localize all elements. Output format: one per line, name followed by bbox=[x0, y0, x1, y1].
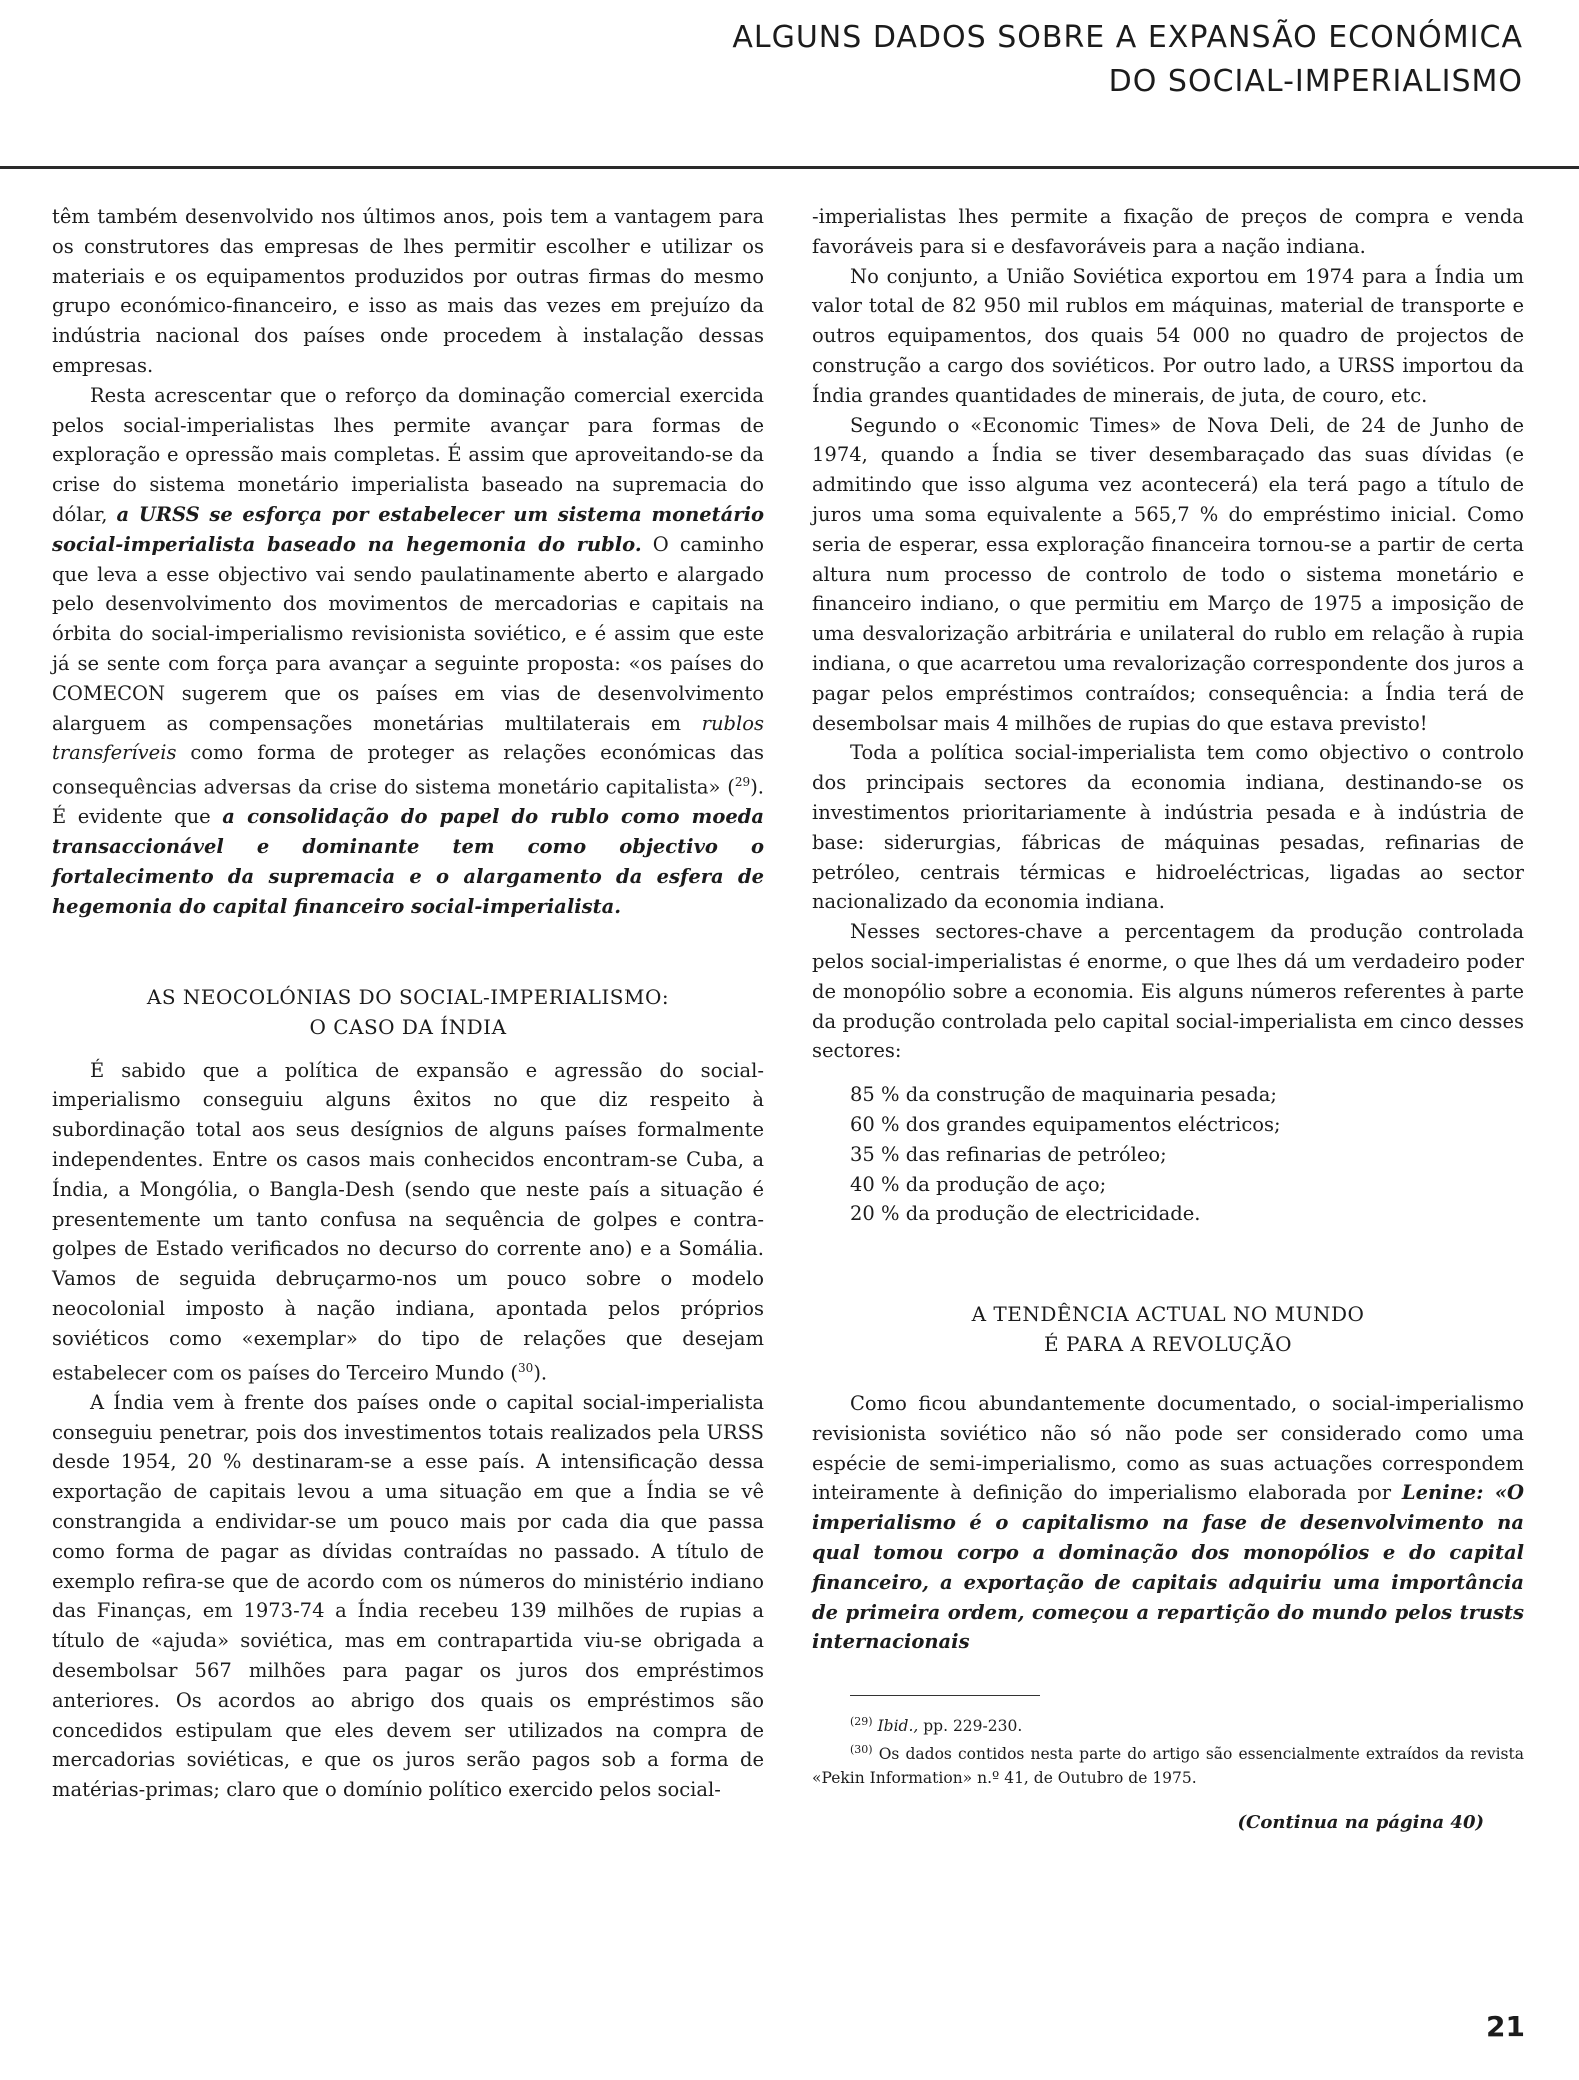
text-run: ). É evidente que bbox=[52, 775, 764, 829]
emphasis: Ibid., bbox=[877, 1717, 919, 1736]
text-run: É sabido que a política de expansão e agressão do social-imperialismo conseguiu alguns êxitos no que diz respeito à subordinação total aos seus desígnios de alguns países formalmente independentes. Entre os casos mais conhecidos encontram-se Cuba, a Índia, a Mongólia, o Bangla-Desh (sendo que neste país a situação é presentemente um tanto confusa na sequência de golpes e contra-golpes de Estado verificados no decurso do corrente ano) e a Somália. Vamos de seguida debruçarmo-nos um pouco sobre o modelo neocolonial imposto à nação indiana, apontada pelos próprios soviéticos como «exemplar» do tipo de relações que desejam estabelecer com os países do Terceiro Mundo ( bbox=[52, 1058, 764, 1385]
footnote bbox=[812, 1710, 1524, 1738]
page-header bbox=[0, 0, 1579, 169]
continuation-note: (Continua na página 40) bbox=[1237, 1811, 1484, 1833]
emphasis: rublos transferíveis bbox=[52, 711, 764, 765]
paragraph: A Índia vem à frente dos países onde o capital social-imperialista conseguiu penetrar, pois dos investimentos totais realizados pela URSS desde 1954, 20 % destinaram-se a esse país. A intensificação dessa exportação de capitais levou a uma situação em que a Índia se vê constrangida a endividar-se um pouco mais por cada dia que passa como forma de pagar as dívidas contraídas no passado. A título de exemplo refira-se que de acordo com os números do ministério indiano das Finanças, em 1973-74 a Índia recebeu 139 milhões de rupias a título de «ajuda» soviética, mas em contrapartida viu-se obrigada a desembolsar 567 milhões para pagar os juros dos empréstimos anteriores. Os acordos ao abrigo dos quais os empréstimos são concedidos estipulam que eles devem ser utilizados na compra de mercadorias soviéticas, e que os juros serão pagos sob a forma de matérias-primas; claro que o domínio político exercido pelos social- bbox=[52, 1390, 764, 1802]
statistics-list bbox=[812, 1080, 1524, 1229]
section-heading: AS NEOCOLÓNIAS DO SOCIAL-IMPERIALISMO: bbox=[146, 984, 670, 1009]
footnote-number: (29) bbox=[850, 1715, 873, 1729]
text-run: O caminho que leva a esse objectivo vai sendo paulatinamente aberto e alargado pelo desenvolvimento dos movimentos de mercadorias e capitais na órbita do social-imperialismo revisionista soviético, e é assim que este já se sente com força para avançar a seguinte proposta: «os países do COMECON sugerem que os países em vias de desenvolvimento alarguem as compensações monetárias multilaterais em bbox=[52, 532, 765, 735]
text-run: como forma de proteger as relações económicas das consequências adversas da crise do sistema monetário capitalista» ( bbox=[52, 741, 764, 799]
footnotes bbox=[812, 1710, 1524, 1789]
paragraph: Toda a política social-imperialista tem como objectivo o controlo dos principais sectores da economia indiana, destinando-se os investimentos prioritariamente à indústria pesada e à indústria de base: siderurgias, fábricas de máquinas pesadas, refinarias de petróleo, centrais térmicas e hidroeléctricas, ligadas ao sector nacionalizado da economia indiana. bbox=[812, 741, 1524, 914]
list-item: 85 % da construção de maquinaria pesada; bbox=[850, 1083, 1277, 1107]
emphasis: a consolidação do papel do rublo como moeda transaccionável e dominante tem como objectivo o fortalecimento da supremacia e o alargamento da esfera de hegemonia do capital financeiro social-imperialista. bbox=[52, 805, 764, 918]
left-column bbox=[52, 202, 764, 1805]
text-run: Resta acrescentar que o reforço da dominação comercial exercida pelos social-imperialistas lhes permite avançar para formas de exploração e opressão mais completas. É assim que aproveitando-se da crise do sistema monetário imperialista baseado na supremacia do dólar, bbox=[52, 383, 764, 526]
section-heading: É PARA A REVOLUÇÃO bbox=[1043, 1332, 1292, 1357]
header-title-line2: DO SOCIAL-IMPERIALISMO bbox=[1108, 64, 1523, 99]
list-item: 35 % das refinarias de petróleo; bbox=[850, 1142, 1167, 1166]
text-run: ). bbox=[533, 1361, 548, 1385]
list-item: 60 % dos grandes equipamentos eléctricos; bbox=[850, 1112, 1281, 1136]
text-run: Os dados contidos nesta parte do artigo são essencialmente extraídos da revista «Pekin Information» n.º 41, de Outubro de 1975. bbox=[812, 1745, 1524, 1787]
footnote-divider bbox=[850, 1695, 1040, 1696]
footnote-ref: 30 bbox=[518, 1360, 534, 1375]
paragraph: -imperialistas lhes permite a fixação de preços de compra e venda favoráveis para si e desfavoráveis para a nação indiana. bbox=[812, 205, 1524, 258]
emphasis: Lenine: «O imperialismo é o capitalismo na fase de desenvolvimento na qual tomou corpo a dominação dos monopólios e do capital financeiro, a exportação de capitais adquiriu uma importância de primeira ordem, começou a repartição do mundo pelos trusts internacionais bbox=[812, 1481, 1524, 1654]
text-run: Como ficou abundantemente documentado, o social-imperialismo revisionista soviético não só não pode ser considerado como uma espécie de semi-imperialismo, como as suas actuações correspondem inteiramente à definição do imperialismo elaborada por bbox=[812, 1392, 1524, 1505]
paragraph: Segundo o «Economic Times» de Nova Deli, de 24 de Junho de 1974, quando a Índia se tiver desembaraçado das suas dívidas (e admitindo que isso alguma vez acontecerá) ela terá pago a título de juros uma soma equivalente a 565,7 % do empréstimo inicial. Como seria de esperar, essa exploração financeira tornou-se a partir de certa altura num processo de controlo de todo o sistema monetário e financeiro indiano, o que permitiu em Março de 1975 a imposição de uma desvalorização arbitrária e unilateral do rublo em relação à rupia indiana, o que acarretou uma revalorização correspondente dos juros a pagar pelos empréstimos contraídos; consequência: a Índia terá de desembolsar mais 4 milhões de rupias do que estava previsto! bbox=[812, 413, 1524, 735]
paragraph bbox=[812, 1389, 1524, 1657]
paragraph bbox=[52, 1056, 764, 1388]
paragraph: Nesses sectores-chave a percentagem da produção controlada pelos social-imperialistas é enorme, o que lhes dá um verdadeiro poder de monopólio sobre a economia. Eis alguns números referentes à parte da produção controlada pelo capital social-imperialista em cinco desses sectores: bbox=[812, 920, 1524, 1063]
paragraph bbox=[52, 381, 764, 922]
list-item: 20 % da produção de electricidade. bbox=[850, 1202, 1201, 1226]
section-heading: O CASO DA ÍNDIA bbox=[309, 1014, 507, 1039]
paragraph: No conjunto, a União Soviética exportou em 1974 para a Índia um valor total de 82 950 mil rublos em máquinas, material de transporte e outros equipamentos, dos quais 54 000 no quadro de projectos de construção a cargo dos soviéticos. Por outro lado, a URSS importou da Índia grandes quantidades de minerais, de juta, de couro, etc. bbox=[812, 264, 1524, 407]
right-column bbox=[812, 202, 1524, 1837]
footnote-number: (30) bbox=[850, 1743, 873, 1757]
paragraph: têm também desenvolvido nos últimos anos, pois tem a vantagem para os construtores das empresas de lhes permitir escolher e utilizar os materiais e os equipamentos produzidos por outras firmas do mesmo grupo económico-financeiro, e isso as mais das vezes em prejuízo da indústria nacional dos países onde procedem à instalação dessas empresas. bbox=[52, 205, 764, 377]
footnote-ref: 29 bbox=[734, 775, 751, 790]
text-run: pp. 229-230. bbox=[918, 1717, 1023, 1736]
header-title-line1: ALGUNS DADOS SOBRE A EXPANSÃO ECONÓMICA bbox=[732, 20, 1523, 55]
section-heading: A TENDÊNCIA ACTUAL NO MUNDO bbox=[971, 1302, 1365, 1327]
footnote bbox=[812, 1738, 1524, 1789]
emphasis: a URSS se esforça por estabelecer um sistema monetário social-imperialista baseado na hegemonia do rublo. bbox=[52, 502, 764, 556]
page-number: 21 bbox=[1486, 2010, 1525, 2043]
list-item: 40 % da produção de aço; bbox=[850, 1172, 1107, 1196]
